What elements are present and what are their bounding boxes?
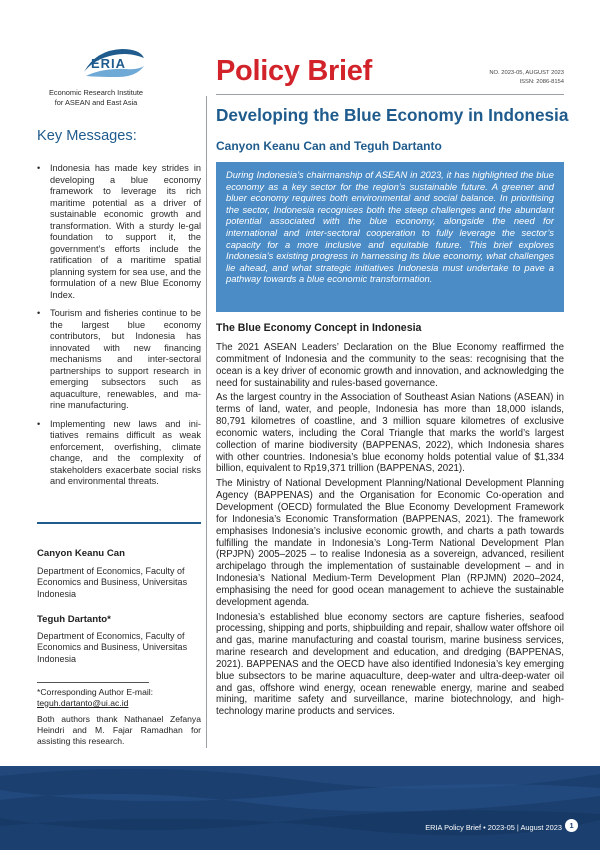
key-message-item — [37, 163, 201, 301]
institute-line-1: Economic Research Institute — [48, 88, 144, 97]
corresponding-label: *Corresponding Author E-mail: — [37, 687, 154, 697]
bullet-icon: • — [37, 418, 41, 429]
paragraph: Indonesia’s established blue economy sectors are capture fisheries, seafood processing, shipping and ports, shipbuilding and repair, shallow water offshore oil and gas, marine manufacturing and coastal tourism, marine business services, marine research and development and education, and dredging (BAPPENAS, 2021). BAPPENAS and the OECD have also identified Indonesia’s key emerging blue subsectors to be marine aquaculture, deep-water and ultra-deep-water oil and gas, offshore wind energy, ocean renewable energy, marine and seabed mining, maritime safety and surveillance, marine biotechnology, and high-technology marine products and services. — [216, 611, 564, 718]
bullet-icon: • — [37, 308, 41, 318]
author-2-affiliation: Department of Economics, Faculty of Economics and Business, Universitas Indonesia — [37, 631, 188, 664]
corresponding-footnote — [37, 687, 201, 709]
institute-line-2: for ASEAN and East Asia — [54, 97, 138, 107]
key-messages-list — [37, 163, 201, 495]
key-message-text: Tourism and fisheries continue to be the largest blue economy contributors, but Indonesia has innovated with new financing mechanisms and inter-sectoral partnerships to support research in emerging subsectors such as aquaculture, renewables, and ma-rine manufacturing. — [50, 308, 201, 410]
svg-text:ERIA: ERIA — [91, 56, 127, 71]
key-message-text: Indonesia has made key strides in developing a blue economy framework to leverage its rich maritime potential as a driver of sustainable economic growth and transformation. With a sturdy le-gal foundation to support it, the government’s efforts include the ratification of a maritime spatial planning system for sea use, and the formulation of a new Blue Economy Index. — [50, 163, 201, 300]
acknowledgement-footnote: Both authors thank Nathanael Zefanya Heindri and M. Fajar Ramadhan for assisting this research. — [37, 714, 201, 746]
brief-number: NO. 2023-05, AUGUST 2023 — [489, 70, 564, 76]
key-messages-divider — [37, 522, 201, 524]
issn: ISSN: 2086-8154 — [519, 79, 564, 85]
footer-text: ERIA Policy Brief • 2023-05 | August 2023 — [425, 823, 562, 832]
publication-meta — [489, 69, 564, 87]
bullet-icon: • — [37, 163, 41, 173]
paragraph: The 2021 ASEAN Leaders’ Declaration on the Blue Economy reaffirmed the commitment of Indonesia and the community to the seas: recognising that the ocean is a key driver of economic growth and innovation, and acknowledging the need for sustainability and rules-based governance. — [216, 342, 564, 389]
summary-text: During Indonesia’s chairmanship of ASEAN in 2023, it has highlighted the blue economy as a key sector for the region’s sustainable future. A greener and bluer economy requires both environmental and social balance. In prioritising the sector, Indonesia recognises both the steep challenges and the abundant potential associated with the blue economy, alongside the need for international and inter-sectoral cooperation to fully leverage the sector’s capacity for a more inclusive and equitable future. This brief explores Indonesia’s existing progress in harnessing its blue economy, what challenges lie ahead, and what strategic initiatives Indonesia must undertake to pave a pathway towards a blue economic transformation. — [226, 169, 554, 285]
footnote-divider — [37, 682, 149, 683]
corresponding-email-link[interactable]: teguh.dartanto@ui.ac.id — [37, 697, 129, 708]
key-messages-heading: Key Messages: — [37, 128, 137, 144]
document-authors: Canyon Keanu Can and Teguh Dartanto — [216, 139, 442, 153]
author-2-name: Teguh Dartanto* — [37, 614, 111, 625]
key-message-item — [37, 308, 201, 412]
main-content — [216, 320, 564, 721]
policy-brief-label: Policy Brief — [216, 55, 372, 87]
key-message-text: Implementing new laws and ini-tiatives remains difficult as weak enforcement, overfishing, climate change, and the complexity of stakeholders exacerbate social risks and environmental threats. — [50, 418, 201, 486]
paragraph: The Ministry of National Development Planning/National Development Planning Agency (BAPPENAS) and the Organisation for Economic Co-operation and Development (OECD) formulated the Blue Economy Development Framework for Indonesia’s Economic Transformation (BAPPENAS, 2021). The framework emphasises Indonesia’s inclusive economic growth, and charts a path towards fulfilling the mandate in Indonesia’s Long-Term National Development Plan (RPJPN) 2005–2025 – to realise Indonesia as a sovereign, advanced, resilient archipelago through the implementation of sustainable development – and in Indonesia’s National Medium-Term Development Plan (RPJMN) 2020–2024, emphasising the need for good ocean management to achieve the sustainable development agenda. — [216, 478, 564, 608]
paragraph: As the largest country in the Association of Southeast Asian Nations (ASEAN) in terms of land, water, and people, Indonesia has more than 18,000 islands, 80,791 kilometres of coastline, and 3 million square kilometres of exclusive economic waters, including the Coral Triangle that marks the world’s largest collection of marine biodiversity (BAPPENAS, 2022), which Indonesia shares with other countries. Indonesia’s blue economy holds potential value of $1,334 billion, equivalent to Rp19,371 trillion (BAPPENAS, 2021). — [216, 392, 564, 475]
key-message-item — [37, 419, 201, 488]
author-1-name: Canyon Keanu Can — [37, 548, 125, 559]
footer-texture — [0, 766, 600, 850]
document-title: Developing the Blue Economy in Indonesia — [216, 105, 569, 125]
institute-name — [40, 88, 152, 107]
column-divider — [206, 96, 207, 748]
summary-box — [216, 162, 564, 312]
header-divider — [216, 94, 564, 95]
author-1-affiliation: Department of Economics, Faculty of Economics and Business, Universitas Indonesia — [37, 566, 188, 599]
footer-band — [0, 766, 600, 850]
eria-logo — [82, 46, 146, 80]
section-heading: The Blue Economy Concept in Indonesia — [216, 322, 422, 334]
page-number: 1 — [565, 819, 578, 832]
